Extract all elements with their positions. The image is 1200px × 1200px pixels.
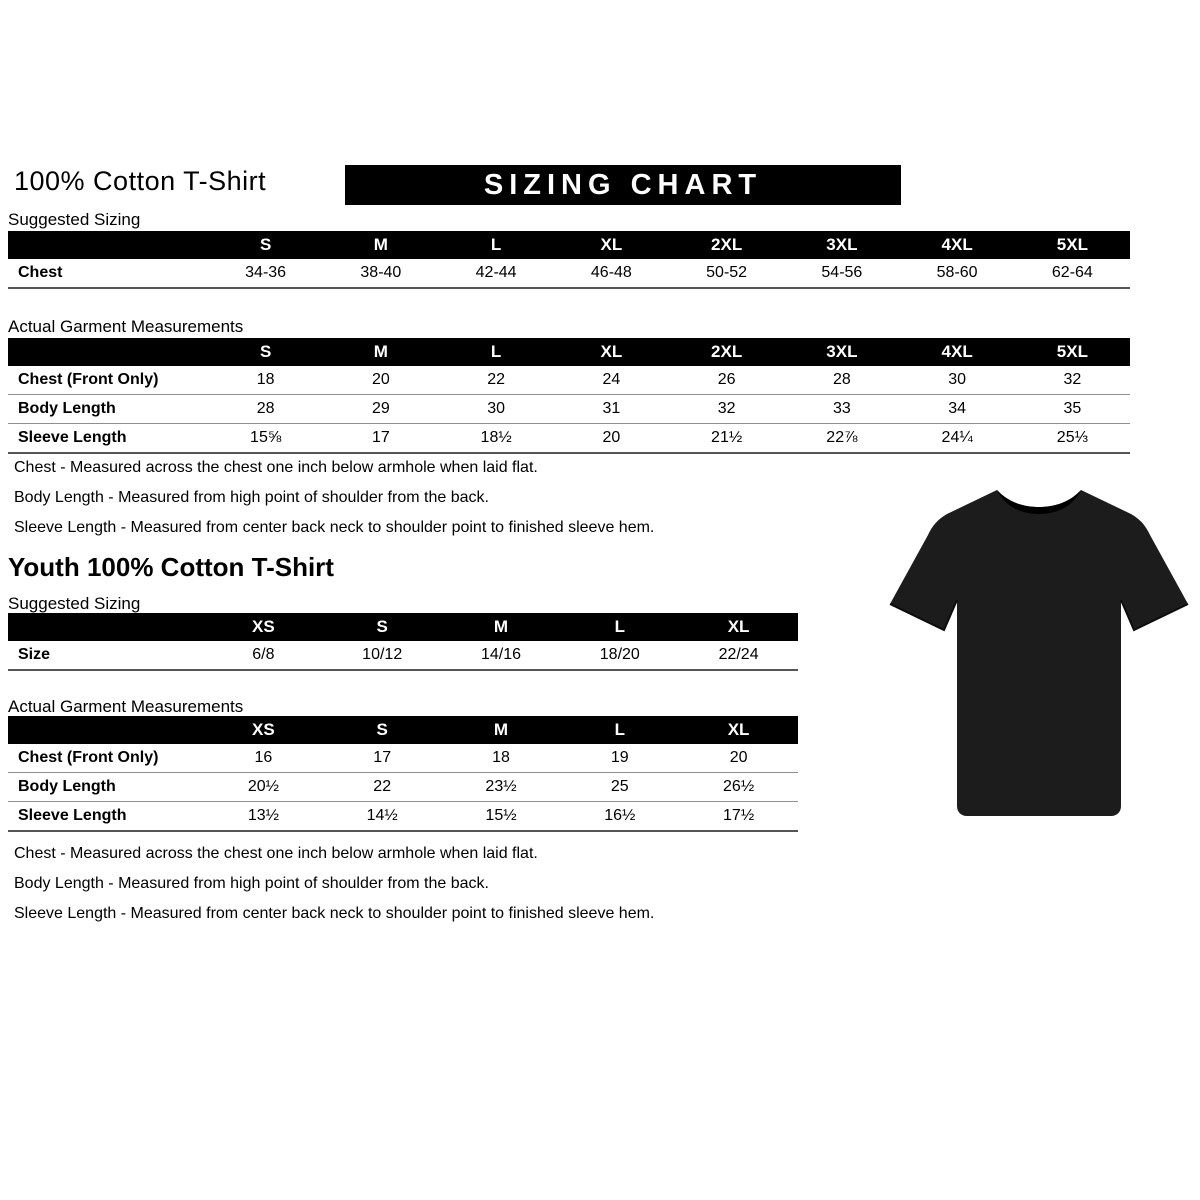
- adult-measurement-notes: [14, 458, 834, 548]
- size-column-header: XL: [679, 613, 798, 641]
- sizing-chart-banner-text: SIZING CHART: [483, 168, 763, 201]
- measurement-cell: 30: [900, 366, 1015, 395]
- measurement-cell: 30: [439, 395, 554, 424]
- measurement-cell: 22⅞: [784, 424, 899, 454]
- measurement-cell: 18: [442, 744, 561, 773]
- measurement-cell: 42-44: [439, 259, 554, 288]
- measurement-cell: 58-60: [900, 259, 1015, 288]
- size-column-header: 4XL: [900, 231, 1015, 259]
- measurement-row: [8, 259, 1130, 288]
- measurement-cell: 21½: [669, 424, 784, 454]
- measurement-cell: 35: [1015, 395, 1130, 424]
- size-column-header: XS: [204, 716, 323, 744]
- size-column-header: 5XL: [1015, 338, 1130, 366]
- corner-header: [8, 716, 204, 744]
- measurement-row: [8, 424, 1130, 454]
- youth-suggested-sizing-label: Suggested Sizing: [8, 594, 141, 613]
- measurement-cell: 28: [208, 395, 323, 424]
- measurement-cell: 22: [323, 773, 442, 802]
- measurement-cell: 15½: [442, 802, 561, 832]
- size-column-header: 4XL: [900, 338, 1015, 366]
- size-column-header: L: [439, 338, 554, 366]
- chest-note: Chest - Measured across the chest one inch below armhole when laid flat.: [14, 845, 538, 862]
- measurement-cell: 22: [439, 366, 554, 395]
- measurement-cell: 14/16: [442, 641, 561, 670]
- size-column-header: S: [208, 231, 323, 259]
- youth-section-title: Youth 100% Cotton T-Shirt: [8, 552, 334, 582]
- measurement-cell: 18½: [439, 424, 554, 454]
- adult-suggested-sizing-table: [8, 231, 1130, 289]
- row-label: Chest (Front Only): [8, 366, 208, 395]
- youth-measurement-notes: [14, 844, 834, 934]
- measurement-cell: 38-40: [323, 259, 438, 288]
- measurement-cell: 46-48: [554, 259, 669, 288]
- measurement-cell: 17: [323, 424, 438, 454]
- measurement-cell: 18: [208, 366, 323, 395]
- row-label: Sleeve Length: [8, 802, 204, 832]
- measurement-row: [8, 395, 1130, 424]
- measurement-cell: 54-56: [784, 259, 899, 288]
- corner-header: [8, 231, 208, 259]
- size-column-header: 5XL: [1015, 231, 1130, 259]
- size-column-header: S: [208, 338, 323, 366]
- measurement-cell: 19: [560, 744, 679, 773]
- sleeve-length-note: Sleeve Length - Measured from center back neck to shoulder point to finished sleeve hem.: [14, 905, 655, 922]
- size-column-header: M: [323, 338, 438, 366]
- size-column-header: S: [323, 613, 442, 641]
- size-column-header: M: [442, 613, 561, 641]
- youth-actual-measurements-label: Actual Garment Measurements: [8, 697, 244, 716]
- measurement-cell: 16: [204, 744, 323, 773]
- youth-actual-measurements-table: [8, 716, 798, 832]
- adult-suggested-sizing-label: Suggested Sizing: [8, 210, 141, 229]
- tshirt-graphic: [888, 476, 1190, 830]
- corner-header: [8, 338, 208, 366]
- measurement-cell: 25⅓: [1015, 424, 1130, 454]
- measurement-cell: 24: [554, 366, 669, 395]
- adult-actual-measurements-table: [8, 338, 1130, 454]
- measurement-cell: 20: [679, 744, 798, 773]
- size-column-header: 3XL: [784, 338, 899, 366]
- tshirt-image: [888, 476, 1190, 830]
- measurement-cell: 50-52: [669, 259, 784, 288]
- measurement-cell: 17½: [679, 802, 798, 832]
- body-length-note: Body Length - Measured from high point of shoulder from the back.: [14, 489, 489, 506]
- measurement-row: [8, 366, 1130, 395]
- measurement-row: [8, 773, 798, 802]
- measurement-cell: 28: [784, 366, 899, 395]
- measurement-cell: 29: [323, 395, 438, 424]
- measurement-cell: 62-64: [1015, 259, 1130, 288]
- row-label: Chest: [8, 259, 208, 288]
- size-column-header: XL: [679, 716, 798, 744]
- measurement-cell: 25: [560, 773, 679, 802]
- size-column-header: 2XL: [669, 231, 784, 259]
- adult-actual-measurements-label: Actual Garment Measurements: [8, 317, 244, 336]
- measurement-cell: 6/8: [204, 641, 323, 670]
- size-header-row: [8, 716, 798, 744]
- measurement-cell: 32: [669, 395, 784, 424]
- measurement-row: [8, 802, 798, 832]
- row-label: Chest (Front Only): [8, 744, 204, 773]
- size-header-row: [8, 338, 1130, 366]
- size-header-row: [8, 613, 798, 641]
- measurement-cell: 15⅝: [208, 424, 323, 454]
- adult-section-title: 100% Cotton T-Shirt: [14, 166, 267, 196]
- measurement-cell: 13½: [204, 802, 323, 832]
- measurement-cell: 20: [554, 424, 669, 454]
- measurement-cell: 34-36: [208, 259, 323, 288]
- size-header-row: [8, 231, 1130, 259]
- measurement-cell: 17: [323, 744, 442, 773]
- measurement-cell: 18/20: [560, 641, 679, 670]
- youth-suggested-sizing-table: [8, 613, 798, 671]
- size-column-header: L: [560, 613, 679, 641]
- size-column-header: XL: [554, 231, 669, 259]
- measurement-cell: 20½: [204, 773, 323, 802]
- size-column-header: 3XL: [784, 231, 899, 259]
- row-label: Size: [8, 641, 204, 670]
- measurement-cell: 16½: [560, 802, 679, 832]
- size-column-header: XS: [204, 613, 323, 641]
- row-label: Body Length: [8, 395, 208, 424]
- measurement-row: [8, 744, 798, 773]
- size-column-header: 2XL: [669, 338, 784, 366]
- sizing-chart-banner: [345, 165, 901, 205]
- size-column-header: S: [323, 716, 442, 744]
- measurement-cell: 14½: [323, 802, 442, 832]
- size-column-header: XL: [554, 338, 669, 366]
- measurement-cell: 32: [1015, 366, 1130, 395]
- sleeve-length-note: Sleeve Length - Measured from center back neck to shoulder point to finished sleeve hem.: [14, 519, 655, 536]
- body-length-note: Body Length - Measured from high point of shoulder from the back.: [14, 875, 489, 892]
- measurement-cell: 23½: [442, 773, 561, 802]
- size-column-header: L: [560, 716, 679, 744]
- row-label: Sleeve Length: [8, 424, 208, 454]
- chest-note: Chest - Measured across the chest one inch below armhole when laid flat.: [14, 459, 538, 476]
- measurement-row: [8, 641, 798, 670]
- size-column-header: M: [323, 231, 438, 259]
- measurement-cell: 22/24: [679, 641, 798, 670]
- size-column-header: M: [442, 716, 561, 744]
- measurement-cell: 34: [900, 395, 1015, 424]
- measurement-cell: 31: [554, 395, 669, 424]
- size-column-header: L: [439, 231, 554, 259]
- corner-header: [8, 613, 204, 641]
- row-label: Body Length: [8, 773, 204, 802]
- measurement-cell: 20: [323, 366, 438, 395]
- measurement-cell: 24¼: [900, 424, 1015, 454]
- measurement-cell: 33: [784, 395, 899, 424]
- measurement-cell: 26½: [679, 773, 798, 802]
- measurement-cell: 10/12: [323, 641, 442, 670]
- measurement-cell: 26: [669, 366, 784, 395]
